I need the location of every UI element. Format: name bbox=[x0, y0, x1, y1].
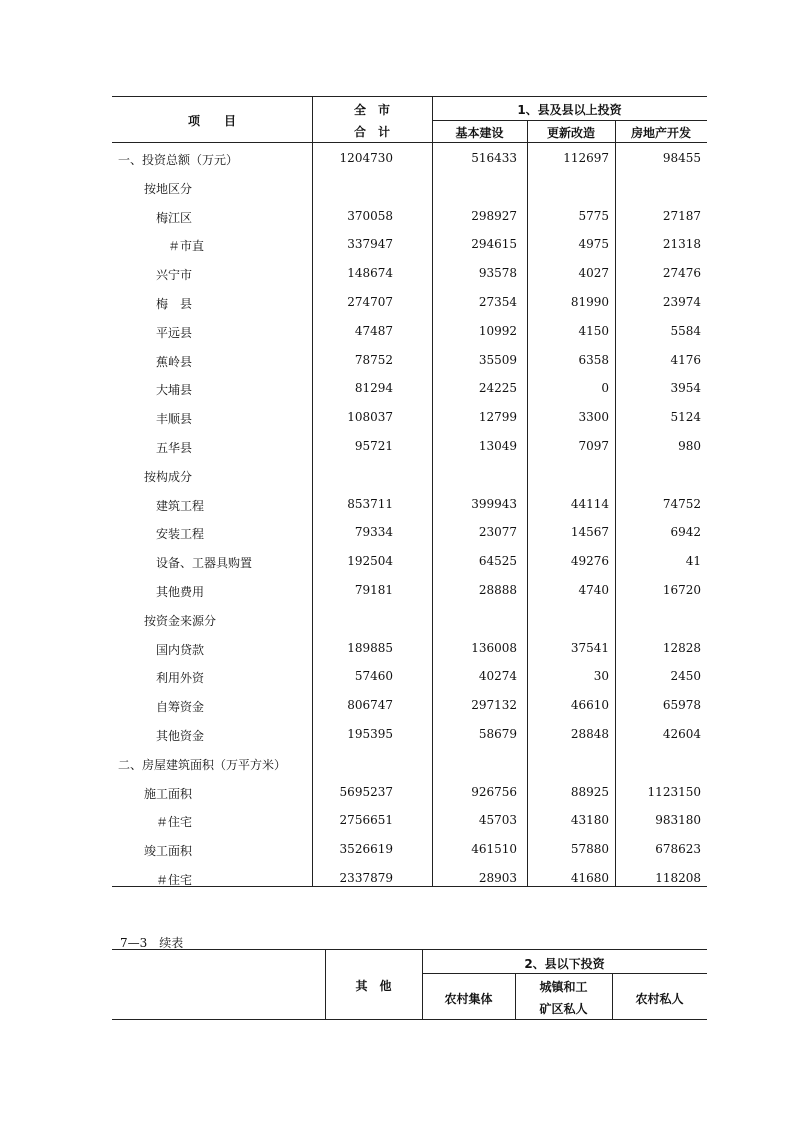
cell-renovation: 4740 bbox=[578, 583, 609, 597]
header-other: 其 他 bbox=[355, 979, 392, 993]
table-row bbox=[112, 835, 707, 864]
cell-total: 47487 bbox=[354, 323, 393, 338]
cell-basic-construction: 136008 bbox=[471, 640, 517, 655]
table-row bbox=[112, 173, 707, 202]
cell-basic-construction: 294615 bbox=[471, 237, 517, 252]
cell-basic-construction: 24225 bbox=[478, 381, 517, 396]
cell-renovation: 37541 bbox=[570, 640, 609, 655]
header-urban-private-line2: 矿区私人 bbox=[539, 1002, 588, 1016]
cell-total: 79334 bbox=[354, 525, 393, 540]
header-group-county: 1、县及县以上投资 bbox=[517, 103, 622, 117]
table-row bbox=[112, 403, 707, 432]
table-row bbox=[112, 288, 707, 317]
cell-total: 79181 bbox=[354, 583, 393, 597]
cell-real-estate: 6942 bbox=[670, 525, 701, 540]
cell-real-estate: 23974 bbox=[662, 295, 701, 309]
row-label: 大埔县 bbox=[156, 383, 193, 398]
table-row bbox=[112, 749, 707, 778]
row-label: 按构成分 bbox=[144, 469, 193, 484]
table-row bbox=[112, 230, 707, 259]
table-row bbox=[112, 778, 707, 807]
cell-basic-construction: 297132 bbox=[471, 698, 517, 713]
header-urban-private-line1: 城镇和工 bbox=[539, 980, 588, 994]
rule-bottom bbox=[112, 886, 707, 887]
cell-renovation: 112697 bbox=[563, 151, 609, 165]
cell-real-estate: 678623 bbox=[655, 842, 701, 857]
row-label: 竣工面积 bbox=[144, 844, 193, 859]
cell-total: 5695237 bbox=[339, 784, 393, 799]
cell-renovation: 46610 bbox=[570, 698, 609, 713]
row-label: 国内贷款 bbox=[156, 642, 205, 657]
cell-total: 108037 bbox=[347, 410, 393, 425]
cell-total: 148674 bbox=[347, 266, 393, 281]
row-label: 利用外资 bbox=[156, 671, 205, 686]
cell-renovation: 30 bbox=[593, 669, 609, 684]
cell-basic-construction: 58679 bbox=[478, 727, 517, 741]
cell-renovation: 4975 bbox=[578, 237, 609, 252]
cell-total: 1204730 bbox=[339, 151, 393, 165]
cell-renovation: 41680 bbox=[570, 871, 609, 885]
cell-total: 806747 bbox=[347, 698, 393, 713]
row-label: 平远县 bbox=[156, 325, 193, 340]
header-rural-collective: 农村集体 bbox=[444, 992, 493, 1006]
cell-renovation: 14567 bbox=[570, 525, 609, 540]
rule-col-basic bbox=[432, 96, 433, 886]
table-row bbox=[112, 346, 707, 375]
cell-total: 370058 bbox=[347, 208, 393, 223]
cell-real-estate: 27187 bbox=[662, 208, 701, 223]
cell-total: 81294 bbox=[354, 381, 393, 396]
cell-total: 274707 bbox=[347, 295, 393, 309]
cell-basic-construction: 28903 bbox=[478, 871, 517, 885]
header-group-below-county: 2、县以下投资 bbox=[524, 957, 605, 971]
header-rural-private: 农村私人 bbox=[635, 992, 684, 1006]
cell-total: 2756651 bbox=[339, 813, 393, 828]
continuation-table bbox=[112, 949, 707, 1021]
table-row bbox=[112, 576, 707, 605]
cell-total: 78752 bbox=[354, 352, 393, 367]
row-label: 兴宁市 bbox=[156, 268, 193, 283]
table-row bbox=[112, 374, 707, 403]
cell-renovation: 4150 bbox=[578, 323, 609, 338]
row-label: 按地区分 bbox=[144, 181, 193, 196]
row-label: 施工面积 bbox=[144, 786, 193, 801]
cell-total: 195395 bbox=[347, 727, 393, 741]
cell-real-estate: 42604 bbox=[662, 727, 701, 741]
rule-group bbox=[432, 120, 707, 121]
rule-col-realestate bbox=[615, 120, 616, 886]
cell-total: 95721 bbox=[354, 439, 393, 453]
cell-real-estate: 1123150 bbox=[647, 784, 701, 799]
row-label: 二、房屋建筑面积（万平方米） bbox=[118, 757, 287, 772]
cell-total: 3526619 bbox=[339, 842, 393, 857]
cell-renovation: 49276 bbox=[570, 554, 609, 569]
table-row bbox=[112, 461, 707, 490]
cell-basic-construction: 64525 bbox=[478, 554, 517, 569]
cell-renovation: 81990 bbox=[570, 295, 609, 309]
table-row bbox=[112, 432, 707, 461]
header-item: 项 目 bbox=[187, 114, 236, 128]
continuation-caption: 7—3 续表 bbox=[120, 936, 184, 950]
row-label: 安装工程 bbox=[156, 527, 205, 542]
row-label: ＃市直 bbox=[168, 239, 205, 254]
cell-basic-construction: 27354 bbox=[478, 295, 517, 309]
table-row bbox=[112, 547, 707, 576]
cell-basic-construction: 93578 bbox=[478, 266, 517, 281]
cell-basic-construction: 13049 bbox=[478, 439, 517, 453]
row-label: 其他费用 bbox=[156, 585, 205, 599]
table-header bbox=[112, 96, 707, 142]
cell-real-estate: 41 bbox=[685, 554, 701, 569]
cell-real-estate: 98455 bbox=[662, 151, 701, 165]
cell-real-estate: 983180 bbox=[655, 813, 701, 828]
cell-basic-construction: 461510 bbox=[471, 842, 517, 857]
cell-renovation: 28848 bbox=[570, 727, 609, 741]
header-basic-construction: 基本建设 bbox=[455, 126, 504, 140]
cell-total: 57460 bbox=[354, 669, 393, 684]
row-label: 按资金来源分 bbox=[144, 613, 217, 628]
cell-renovation: 57880 bbox=[570, 842, 609, 857]
cell-renovation: 0 bbox=[601, 381, 609, 396]
row-label: 蕉岭县 bbox=[156, 354, 193, 369]
cell-real-estate: 5124 bbox=[670, 410, 701, 425]
rule-header-bottom bbox=[112, 142, 707, 143]
row-label: 五华县 bbox=[156, 441, 193, 455]
cell-basic-construction: 28888 bbox=[478, 583, 517, 597]
cell-total: 189885 bbox=[347, 640, 393, 655]
cell-renovation: 43180 bbox=[570, 813, 609, 828]
rule-header-bottom bbox=[112, 1019, 707, 1020]
cell-basic-construction: 45703 bbox=[478, 813, 517, 828]
cell-real-estate: 980 bbox=[678, 439, 701, 453]
table-row bbox=[112, 490, 707, 519]
cell-renovation: 5775 bbox=[578, 208, 609, 223]
cell-renovation: 4027 bbox=[578, 266, 609, 281]
header-renovation: 更新改造 bbox=[546, 126, 595, 140]
cell-real-estate: 65978 bbox=[662, 698, 701, 713]
row-label: 梅 县 bbox=[156, 297, 193, 311]
cell-real-estate: 27476 bbox=[662, 266, 701, 281]
table-row bbox=[112, 662, 707, 691]
table-row bbox=[112, 691, 707, 720]
cell-real-estate: 2450 bbox=[670, 669, 701, 684]
rule-col-renew bbox=[527, 120, 528, 886]
cell-real-estate: 118208 bbox=[655, 871, 701, 885]
cell-real-estate: 16720 bbox=[662, 583, 701, 597]
header-total-line2: 合 计 bbox=[353, 125, 390, 139]
row-label: ＃住宅 bbox=[156, 815, 193, 830]
table-row bbox=[112, 144, 707, 173]
cell-renovation: 7097 bbox=[578, 439, 609, 453]
cell-basic-construction: 298927 bbox=[471, 208, 517, 223]
table-row bbox=[112, 518, 707, 547]
header-total-line1: 全 市 bbox=[353, 103, 390, 117]
cell-real-estate: 4176 bbox=[670, 352, 701, 367]
cell-real-estate: 5584 bbox=[670, 323, 701, 338]
table-row bbox=[112, 605, 707, 634]
table-row bbox=[112, 864, 707, 893]
row-label: 其他资金 bbox=[156, 729, 205, 743]
cell-real-estate: 74752 bbox=[662, 496, 701, 511]
rule-group bbox=[422, 973, 707, 974]
row-label: 一、投资总额（万元） bbox=[118, 153, 239, 167]
rule-top bbox=[112, 96, 707, 97]
cell-basic-construction: 23077 bbox=[478, 525, 517, 540]
row-label: 丰顺县 bbox=[156, 412, 193, 427]
header-real-estate: 房地产开发 bbox=[630, 126, 691, 140]
cell-basic-construction: 399943 bbox=[471, 496, 517, 511]
cell-basic-construction: 12799 bbox=[478, 410, 517, 425]
cell-real-estate: 12828 bbox=[662, 640, 701, 655]
cell-renovation: 44114 bbox=[570, 496, 609, 511]
cell-real-estate: 21318 bbox=[662, 237, 701, 252]
table-row bbox=[112, 317, 707, 346]
rule-col-total bbox=[312, 96, 313, 886]
table-row bbox=[112, 806, 707, 835]
cell-basic-construction: 40274 bbox=[478, 669, 517, 684]
table-row bbox=[112, 634, 707, 663]
cell-renovation: 3300 bbox=[578, 410, 609, 425]
row-label: 梅江区 bbox=[156, 210, 193, 225]
row-label: 设备、工器具购置 bbox=[156, 556, 253, 571]
table-row bbox=[112, 202, 707, 231]
table-row bbox=[112, 259, 707, 288]
cell-total: 853711 bbox=[347, 496, 393, 511]
table-row bbox=[112, 720, 707, 749]
rule-top bbox=[112, 949, 707, 950]
row-label: ＃住宅 bbox=[156, 873, 193, 887]
cell-basic-construction: 10992 bbox=[478, 323, 517, 338]
cell-renovation: 6358 bbox=[578, 352, 609, 367]
cell-total: 2337879 bbox=[339, 871, 393, 885]
cell-total: 192504 bbox=[347, 554, 393, 569]
cell-basic-construction: 35509 bbox=[478, 352, 517, 367]
cell-real-estate: 3954 bbox=[670, 381, 701, 396]
cell-basic-construction: 516433 bbox=[471, 151, 517, 165]
row-label: 自筹资金 bbox=[156, 700, 205, 715]
cell-renovation: 88925 bbox=[570, 784, 609, 799]
row-label: 建筑工程 bbox=[156, 498, 205, 513]
cell-basic-construction: 926756 bbox=[471, 784, 517, 799]
cell-total: 337947 bbox=[347, 237, 393, 252]
